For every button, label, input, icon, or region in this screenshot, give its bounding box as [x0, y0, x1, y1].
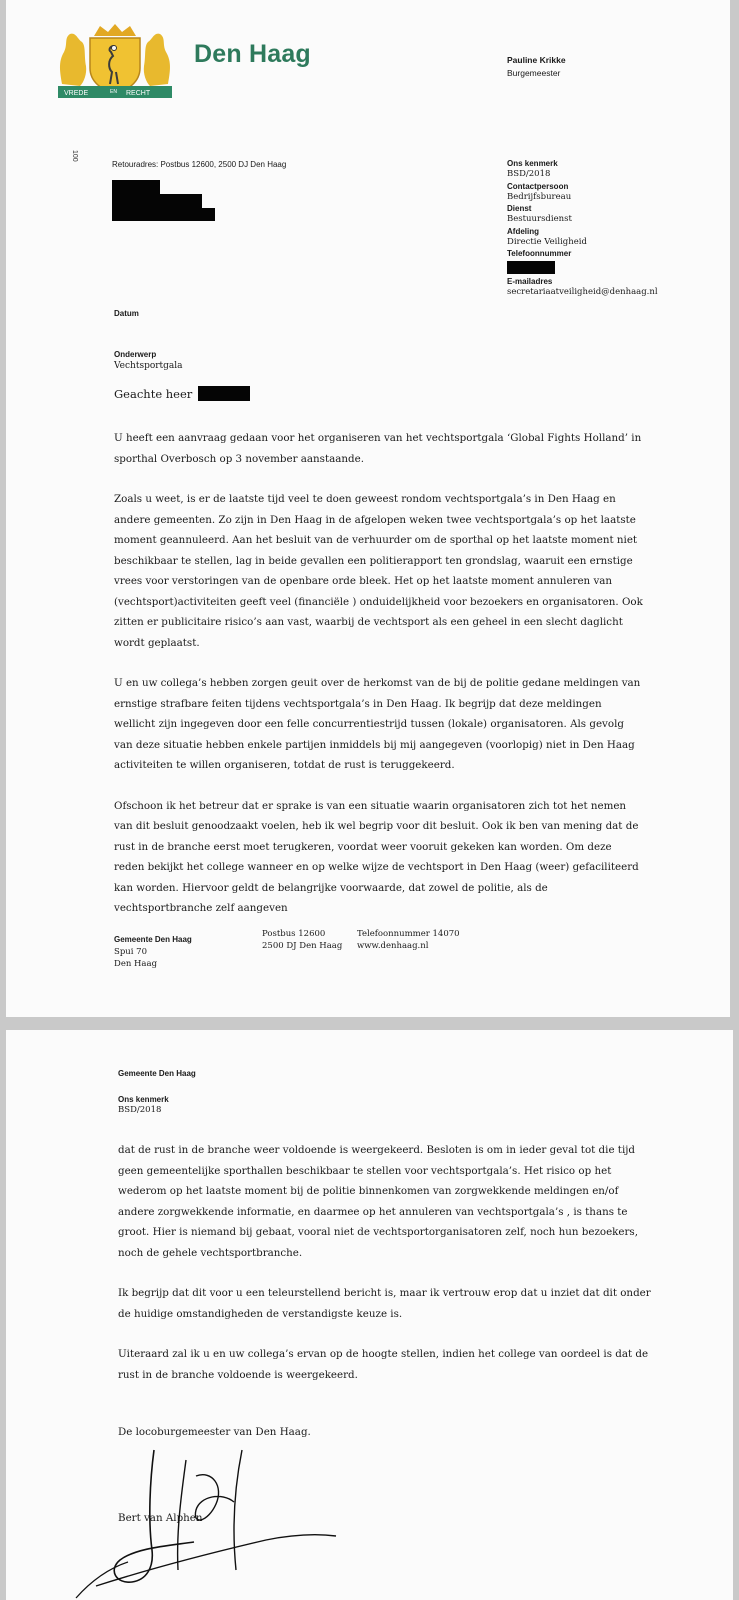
- paragraph: Zoals u weet, is er de laatste tijd veel te doen geweest rondom vechtsportgala’s in Den Haag en andere gemeenten. Zo zijn in Den Haag in de afgelopen weken twee vechtsportgala’s op het laatste moment geannuleerd. Aan het besluit van de verhuurder om de sporthal op het laatste moment niet beschikbaar te stellen, lag in beide gevallen een politierapport ten grondslag, waaruit een ernstige vrees voor verstoringen van de openbare orde bleek. Het op het laatste moment annuleren van (vechtsport)activiteiten geeft veel (financiële ) onduidelijkheid voor bezoekers en organisatoren. Ook zitten er publicitaire risico’s aan vast, waarbij de vechtsport als een geheel in een slecht daglicht wordt geplaatst.: [114, 493, 643, 649]
- city-crest-logo: [56, 22, 174, 102]
- page2-org: Gemeente Den Haag: [118, 1069, 196, 1078]
- footer-org: Gemeente Den Haag: [114, 935, 192, 944]
- closing-line: De locoburgemeester van Den Haag.: [118, 1426, 311, 1438]
- paragraph: Ofschoon ik het betreur dat er sprake is van een situatie waarin organisatoren zich tot het nemen van dit besluit genoodzaakt voelen, heb ik wel begrip voor dit besluit. Ook ik ben van mening dat de rust in de branche eerst moet terugkeren, voordat weer vooruit gekeken kan worden. Om deze reden bekijkt het college wanneer en op welke wijze de vechtsport in Den Haag (weer) gefaciliteerd kan worden. Hiervoor geldt de belangrijke voorwaarde, dat zowel de politie, als de vechtsportbranche zelf aangeven: [114, 799, 639, 914]
- sender-block: [507, 54, 566, 80]
- meta-value: BSD/2018: [507, 169, 551, 180]
- letter-body: [114, 428, 644, 939]
- sender-name: Pauline Krikke: [507, 55, 566, 65]
- phone-redaction: [507, 261, 555, 274]
- footer-postbus-line: Postbus 12600: [262, 929, 326, 939]
- redaction-bar: [112, 208, 215, 221]
- paragraph: U heeft een aanvraag gedaan voor het organiseren van het vechtsportgala ‘Global Fights Holland’ in sporthal Overbosch op 3 november aanstaande.: [114, 432, 642, 465]
- brand-name: Den Haag: [194, 40, 311, 68]
- redaction-bar: [112, 194, 202, 208]
- letter-page-2: [6, 1030, 733, 1600]
- meta-value: Bedrijfsbureau: [507, 191, 572, 202]
- page2-header: [118, 1068, 196, 1117]
- motto-en: EN: [110, 89, 117, 95]
- motto-vrede: VREDE: [64, 90, 89, 97]
- name-redaction: [198, 386, 250, 401]
- paragraph: Uiteraard zal ik u en uw collega’s ervan op de hoogte stellen, indien het college van oordeel is dat de rust in de branche voldoende is weergekeerd.: [118, 1348, 649, 1381]
- page2-ref-value: BSD/2018: [118, 1105, 162, 1115]
- salutation-text: Geachte heer: [114, 387, 193, 401]
- return-address: Retouradres: Postbus 12600, 2500 DJ Den Haag: [112, 160, 287, 169]
- redaction-bar: [112, 180, 160, 194]
- page2-ref-label: Ons kenmerk: [118, 1094, 169, 1104]
- reference-metadata: [507, 158, 717, 298]
- salutation: [114, 386, 250, 401]
- margin-mark: 100: [71, 150, 78, 162]
- footer-postcode-line: 2500 DJ Den Haag: [262, 941, 343, 952]
- footer-phone: Telefoonnummer 14070: [357, 929, 460, 939]
- meta-label: Contactpersoon: [507, 181, 569, 191]
- footer-contact: [357, 928, 460, 952]
- email-value: secretariaatveiligheid@denhaag.nl: [507, 286, 658, 297]
- subject-label: Onderwerp: [114, 350, 157, 359]
- letter-page-1: [6, 0, 730, 1017]
- meta-label: E-mailadres: [507, 276, 553, 286]
- date-label: Datum: [114, 309, 139, 318]
- sender-role: Burgemeester: [507, 68, 561, 78]
- paragraph: Ik begrijp dat dit voor u een teleurstellend bericht is, maar ik vertrouw erop dat u inziet dat dit onder de huidige omstandigheden de verstandigste keuze is.: [118, 1287, 651, 1320]
- signer-name: Bert van Alphen: [118, 1512, 203, 1524]
- paragraph: dat de rust in de branche weer voldoende is weergekeerd. Besloten is om in ieder geval tot die tijd geen gemeentelijke sporthallen beschikbaar te stellen voor vechtsportgala’s. Het risico op het wederom op het laatste moment bij de politie binnenkomen van zorgwekkende meldingen en/of andere zorgwekkende informatie, en daarmee op het annuleren van vechtsportgala’s , is thans te groot. Hier is niemand bij gebaat, vooral niet de vechtsportorganisatoren zelf, noch hun bezoekers, noch de gehele vechtsportbranche.: [118, 1144, 638, 1259]
- footer-address: [114, 934, 192, 971]
- paragraph: U en uw collega’s hebben zorgen geuit over de herkomst van de bij de politie gedane meldingen van ernstige strafbare feiten tijdens vechtsportgala’s in Den Haag. Ik begrijp dat deze meldingen wellicht zijn ingegeven door een felle concurrentiestrijd tussen (lokale) organisatoren. Als gevolg van deze situatie hebben enkele partijen inmiddels bij mij aangegeven (voorlopig) niet in Den Haag activiteiten te willen organiseren, totdat de rust is teruggekeerd.: [114, 677, 641, 771]
- meta-label: Dienst: [507, 204, 532, 214]
- meta-value: Bestuursdienst: [507, 214, 572, 225]
- meta-label: Telefoonnummer: [507, 249, 572, 259]
- meta-label: Ons kenmerk: [507, 159, 558, 168]
- subject-value: Vechtsportgala: [114, 361, 183, 371]
- meta-label: Afdeling: [507, 226, 539, 236]
- footer-street: Spui 70: [114, 947, 147, 958]
- motto-recht: RECHT: [126, 90, 151, 97]
- footer-postbus: [262, 928, 342, 952]
- footer-city: Den Haag: [114, 959, 158, 970]
- meta-value: Directie Veiligheid: [507, 237, 587, 248]
- handwritten-signature: [66, 1430, 346, 1600]
- letter-body-continued: [118, 1140, 653, 1405]
- footer-website: www.denhaag.nl: [357, 941, 429, 952]
